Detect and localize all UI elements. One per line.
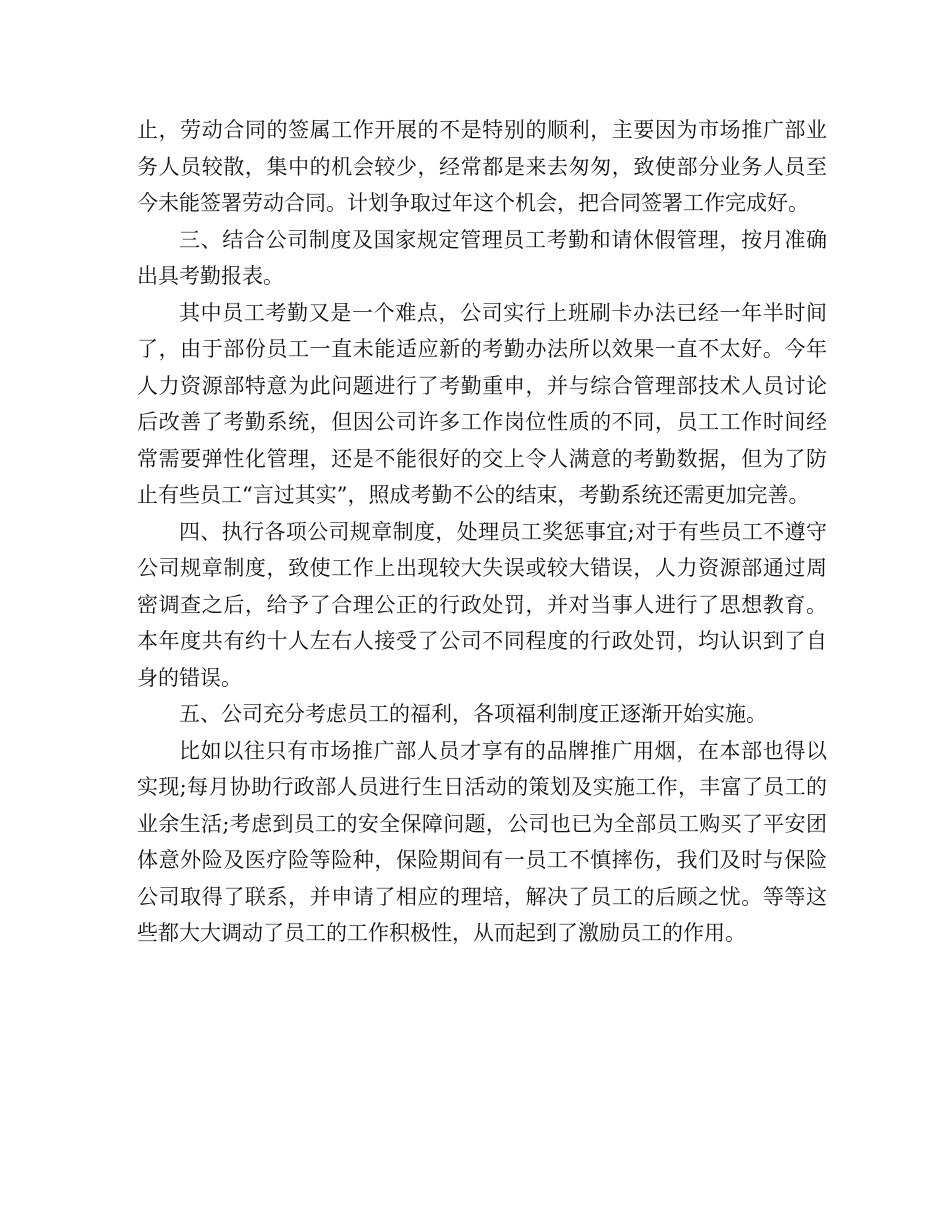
paragraph-section-five-heading: 五、公司充分考虑员工的福利，各项福利制度正逐渐开始实施。 — [179, 702, 767, 726]
document-body — [137, 112, 827, 952]
paragraph-benefits: 比如以往只有市场推广部人员才享有的品牌推广用烟，在本部也得以实现;每月协助行政部人员进行生日活动的策划及实施工作，丰富了员工的业余生活;考虑到员工的安全保障问题，公司也已为全部员工购买了平安团体意外险及医疗险等险种，保险期间有一员工不慎摔伤，我们及时与保险公司取得了联系，并申请了相应的理培，解决了员工的后顾之忧。等等这些都大大调动了员工的工作积极性，从而起到了激励员工的作用。 — [137, 738, 827, 945]
paragraph-section-four: 四、执行各项公司规章制度，处理员工奖惩事宜;对于有些员工不遵守公司规章制度，致使工作上出现较大失误或较大错误，人力资源部通过周密调查之后，给予了合理公正的行政处罚，并对当事人进行了思想教育。本年度共有约十人左右人接受了公司不同程度的行政处罚，均认识到了自身的错误。 — [137, 519, 827, 690]
paragraph-attendance: 其中员工考勤又是一个难点，公司实行上班刷卡办法已经一年半时间了，由于部份员工一直未能适应新的考勤办法所以效果一直不太好。今年人力资源部特意为此问题进行了考勤重申，并与综合管理部技术人员讨论后改善了考勤系统，但因公司许多工作岗位性质的不同，员工工作时间经常需要弹性化管理，还是不能很好的交上令人满意的考勤数据，但为了防止有些员工“言过其实”，照成考勤不公的结束，考勤系统还需更加完善。 — [137, 300, 827, 507]
paragraph-contract-signing: 止，劳动合同的签属工作开展的不是特别的顺利，主要因为市场推广部业务人员较散，集中的机会较少，经常都是来去匆匆，致使部分业务人员至今未能签署劳动合同。计划争取过年这个机会，把合同签署工作完成好。 — [137, 118, 827, 215]
paragraph-section-three-heading: 三、结合公司制度及国家规定管理员工考勤和请休假管理，按月准确出具考勤报表。 — [137, 227, 827, 288]
